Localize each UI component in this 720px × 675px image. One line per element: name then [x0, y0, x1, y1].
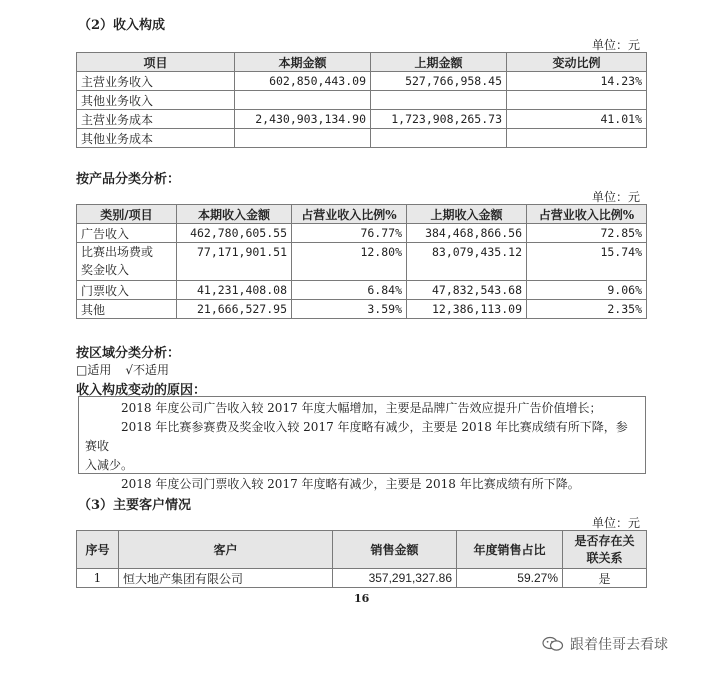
cell-previous-share: 15.74% — [527, 243, 647, 281]
table-row — [77, 91, 647, 110]
reason-paragraph: 2018 年度公司门票收入较 2017 年度略有减少，主要是 2018 年比赛成绩有所下降。 — [121, 477, 580, 491]
cell-current-amount: 21,666,527.95 — [177, 300, 292, 319]
table-row — [77, 224, 647, 243]
cell-previous-amount: 83,079,435.12 — [407, 243, 527, 281]
unit-label: 单位：元 — [592, 38, 641, 52]
cell-current-share: 12.80% — [292, 243, 407, 281]
column-header: 序号 — [77, 531, 119, 569]
product-revenue-table — [76, 204, 647, 319]
applicability-options — [76, 361, 169, 378]
cell-related: 是 — [563, 569, 647, 588]
column-header: 类别/项目 — [77, 205, 177, 224]
cell-previous-amount: 47,832,543.68 — [407, 281, 527, 300]
cell-previous-share: 2.35% — [527, 300, 647, 319]
row-label-line: 奖金收入 — [81, 263, 130, 277]
table-row — [77, 243, 647, 281]
cell-current — [235, 91, 371, 110]
cell-current: 602,850,443.09 — [235, 72, 371, 91]
column-header: 上期金额 — [371, 53, 507, 72]
row-label — [77, 243, 177, 281]
row-label-line: 比赛出场费或 — [81, 245, 154, 259]
column-header-related — [563, 531, 647, 569]
cell-current-share: 76.77% — [292, 224, 407, 243]
product-analysis-title: 按产品分类分析： — [76, 172, 181, 187]
row-label: 其他业务成本 — [77, 129, 235, 148]
row-label: 主营业务收入 — [77, 72, 235, 91]
cell-customer: 恒大地产集团有限公司 — [119, 569, 333, 588]
row-label: 其他业务收入 — [77, 91, 235, 110]
row-label: 门票收入 — [77, 281, 177, 300]
section-title-revenue-composition: （2）收入构成 — [78, 18, 166, 33]
unit-label: 单位：元 — [592, 516, 641, 530]
cell-previous-share: 9.06% — [527, 281, 647, 300]
cell-change: 14.23% — [507, 72, 647, 91]
row-label: 主营业务成本 — [77, 110, 235, 129]
cell-current-amount: 77,171,901.51 — [177, 243, 292, 281]
table-header-row — [77, 205, 647, 224]
column-header: 上期收入金额 — [407, 205, 527, 224]
cell-previous: 527,766,958.45 — [371, 72, 507, 91]
table-row — [77, 72, 647, 91]
cell-current — [235, 129, 371, 148]
cell-previous — [371, 129, 507, 148]
column-header: 本期金额 — [235, 53, 371, 72]
cell-previous-share: 72.85% — [527, 224, 647, 243]
column-header-line: 是否存在关 — [574, 533, 635, 548]
region-analysis-title: 按区域分类分析： — [76, 346, 181, 361]
checkbox-applicable[interactable]: □适用 — [76, 363, 112, 377]
cell-previous-amount: 384,468,866.56 — [407, 224, 527, 243]
unit-label: 单位：元 — [592, 190, 641, 204]
reasons-title: 收入构成变动的原因： — [76, 383, 207, 398]
reason-paragraph: 2018 年度公司广告收入较 2017 年度大幅增加，主要是品牌广告效应提升广告价值增长； — [121, 401, 602, 415]
table-row — [77, 569, 647, 588]
cell-previous — [371, 91, 507, 110]
watermark — [542, 634, 668, 654]
table-header-row — [77, 53, 647, 72]
cell-change: 41.01% — [507, 110, 647, 129]
cell-change — [507, 91, 647, 110]
column-header: 占营业收入比例% — [292, 205, 407, 224]
wechat-icon — [542, 636, 564, 652]
page-number: 16 — [354, 592, 370, 605]
column-header: 项目 — [77, 53, 235, 72]
revenue-composition-table — [76, 52, 647, 148]
cell-current-amount: 462,780,605.55 — [177, 224, 292, 243]
cell-index: 1 — [77, 569, 119, 588]
reason-paragraph-continuation: 入减少。 — [85, 458, 134, 472]
row-label: 广告收入 — [77, 224, 177, 243]
column-header: 占营业收入比例% — [527, 205, 647, 224]
reason-paragraph: 2018 年比赛参赛费及奖金收入较 2017 年度略有减少，主要是 2018 年比赛成绩有所下降，参赛收 — [85, 420, 628, 453]
row-label: 其他 — [77, 300, 177, 319]
table-row — [77, 129, 647, 148]
cell-previous-amount: 12,386,113.09 — [407, 300, 527, 319]
cell-share: 59.27% — [457, 569, 563, 588]
major-customers-table — [76, 530, 647, 588]
table-row — [77, 281, 647, 300]
column-header: 变动比例 — [507, 53, 647, 72]
reasons-box — [78, 396, 646, 491]
column-header: 客户 — [119, 531, 333, 569]
checkbox-not-applicable[interactable]: √不适用 — [125, 363, 169, 377]
cell-current-share: 3.59% — [292, 300, 407, 319]
cell-current-share: 6.84% — [292, 281, 407, 300]
cell-current-amount: 41,231,408.08 — [177, 281, 292, 300]
cell-change — [507, 129, 647, 148]
table-header-row — [77, 531, 647, 569]
column-header: 本期收入金额 — [177, 205, 292, 224]
table-row — [77, 300, 647, 319]
table-row — [77, 110, 647, 129]
column-header: 年度销售占比 — [457, 531, 563, 569]
column-header: 销售金额 — [333, 531, 457, 569]
watermark-text: 跟着佳哥去看球 — [570, 637, 668, 653]
cell-previous: 1,723,908,265.73 — [371, 110, 507, 129]
section-title-major-customers: （3）主要客户情况 — [78, 498, 192, 513]
column-header-line: 联关系 — [586, 550, 623, 565]
cell-amount: 357,291,327.86 — [333, 569, 457, 588]
cell-current: 2,430,903,134.90 — [235, 110, 371, 129]
